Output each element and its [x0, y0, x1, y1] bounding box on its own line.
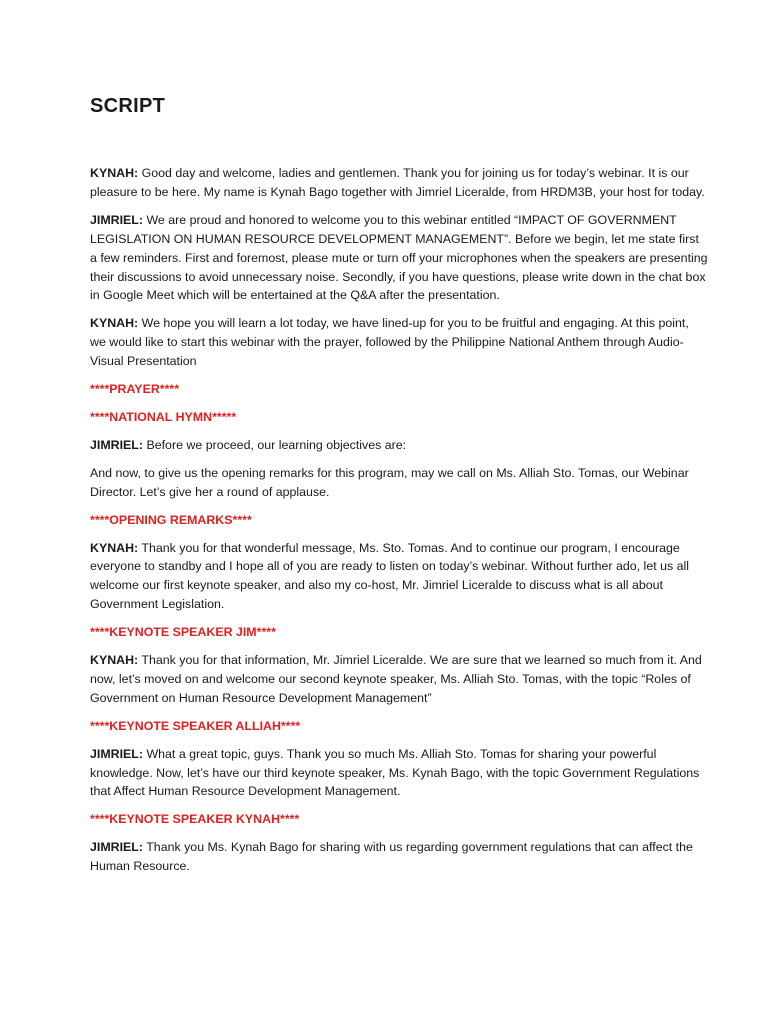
script-line-jimriel-reminders [90, 211, 708, 306]
script-line-jimriel-objectives [90, 436, 708, 455]
script-text: Thank you Ms. Kynah Bago for sharing with us regarding government regulations that can affect the Human Resource. [90, 840, 693, 874]
cue-keynote-alliah: ****KEYNOTE SPEAKER ALLIAH**** [90, 718, 301, 733]
cue-opening-remarks: ****OPENING REMARKS**** [90, 512, 252, 527]
script-line-opening-remarks-intro [90, 464, 708, 502]
script-line-kynah-welcome [90, 164, 708, 202]
speaker-label: JIMRIEL: [90, 212, 144, 227]
speaker-label: JIMRIEL: [90, 840, 144, 855]
script-text: Before we proceed, our learning objectives are: [143, 437, 407, 452]
script-text: Good day and welcome, ladies and gentlemen. Thank you for joining us for today’s webinar. It is our pleasure to be here. My name is Kynah Bago together with Jimriel Liceralde, from HRDM3B, your host for today. [90, 166, 705, 199]
speaker-label: JIMRIEL: [90, 437, 144, 452]
script-line-kynah-first-speaker [90, 539, 708, 615]
speaker-label: KYNAH: [90, 540, 139, 555]
cue-keynote-kynah: ****KEYNOTE SPEAKER KYNAH**** [90, 812, 300, 827]
speaker-label: JIMRIEL: [90, 746, 144, 761]
speaker-label: KYNAH: [90, 316, 139, 331]
script-text: Thank you for that information, Mr. Jimriel Liceralde. We are sure that we learned so much from it. And now, let’s moved on and welcome our second keynote speaker, Ms. Alliah Sto. Tomas, with the topic “Roles of Government on Human Resource Development Management” [90, 653, 702, 705]
script-line-kynah-second-speaker [90, 651, 708, 708]
speaker-label: KYNAH: [90, 166, 139, 180]
script-text: We are proud and honored to welcome you to this webinar entitled “IMPACT OF GOVERNMENT LEGISLATION ON HUMAN RESOURCE DEVELOPMENT MANAGEMENT”. Before we begin, let me state first a few reminders. First and foremost, please mute or turn off your microphones when the speakers are presenting their discussions to avoid unnecessary noise. Secondly, if you have questions, please write down in the chat box in Google Meet which will be entertained at the Q&A after the presentation. [90, 212, 708, 303]
script-line-kynah-prayer-intro [90, 314, 708, 371]
script-text: Thank you for that wonderful message, Ms. Sto. Tomas. And to continue our program, I encourage everyone to standby and I hope all of you are ready to listen on today’s webinar. Without further ado, let us all welcome our first keynote speaker, and also my co-host, Mr. Jimriel Liceralde to discuss what is all about Government Legislation. [90, 540, 690, 612]
page-title: SCRIPT [90, 95, 166, 117]
cue-keynote-jim: ****KEYNOTE SPEAKER JIM**** [90, 625, 276, 640]
speaker-label: KYNAH: [90, 653, 139, 668]
script-text: And now, to give us the opening remarks for this program, may we call on Ms. Alliah Sto. Tomas, our Webinar Director. Let’s give her a round of applause. [90, 465, 689, 499]
script-text: What a great topic, guys. Thank you so much Ms. Alliah Sto. Tomas for sharing your powerful knowledge. Now, let’s have our third keynote speaker, Ms. Kynah Bago, with the topic Government Regulations that Affect Human Resource Development Management. [90, 746, 700, 799]
script-text: We hope you will learn a lot today, we have lined-up for you to be fruitful and engaging. At this point, we would like to start this webinar with the prayer, followed by the Philippine National Anthem through Audio-Visual Presentation [90, 316, 689, 369]
cue-national-hymn: ****NATIONAL HYMN***** [90, 409, 237, 424]
script-line-jimriel-third-speaker [90, 745, 708, 802]
script-line-jimriel-thanks [90, 838, 708, 876]
cue-prayer: ****PRAYER**** [90, 382, 180, 397]
